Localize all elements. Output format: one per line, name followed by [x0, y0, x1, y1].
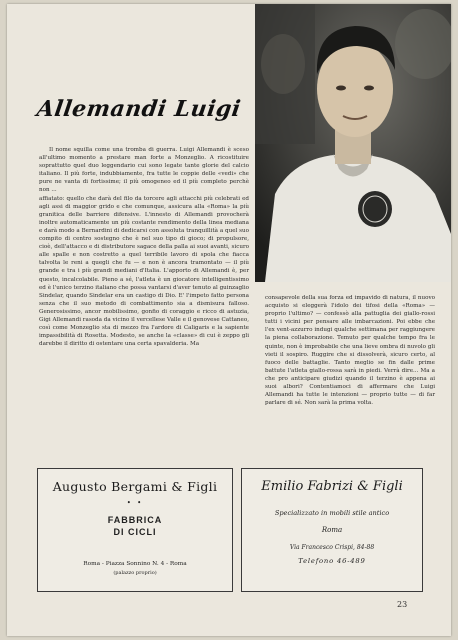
ad-fabrizi-line4: Telefono 46-489: [298, 557, 366, 565]
player-portrait-image: [255, 4, 451, 282]
page-number: 23: [397, 600, 408, 609]
magazine-page: [7, 4, 451, 636]
ad-fabrizi-line2: Roma: [321, 526, 343, 534]
article-headline: Allemandi Luigi: [35, 96, 243, 122]
ad-bergami-address: Roma - Piazza Sonnino N. 4 - Roma: [83, 561, 187, 567]
article-paragraph: consapevole della sua forza ed impavido di natura, il nuovo acquisto si eleggerà l'idolo dei tifosi della «Roma» — proprio l'ultimo? — confessò alla pattuglia dei giallo-rossi tutti i vicini per pensare alle imbarcazioni. Poi ebbe che l'ex vent-azzurro indugi qualche settimana per raggiungere la piena collaborazione. Temuto per qualche tempo fra le quinte, non è improbabile che una lieve ombra di nuvolo gli vieti il sospiro. Ruggire che si dissolverà, sicuro certo, al fuoco delle battaglie. Tanto meglio se fin dalle prime battute l'atleta giallo-rossa sarà in piedi. Verrà dire... Ma a che pro anticipare giudizi quando il terzino è appena ai suoi albori? Contentiamoci di affermare che Luigi Allemandi ha tutte le intenzioni — proprio tutte — di far parlare di sé. Non sarà la prima volta.: [265, 295, 435, 407]
ad-bergami-line2: DI CICLI: [113, 527, 157, 537]
ad-bergami-note: (palazzo proprio): [113, 570, 157, 576]
article-column-right: [265, 294, 435, 407]
player-photo: [255, 4, 451, 282]
ad-bergami: [37, 468, 233, 592]
ad-bergami-dots: • •: [126, 499, 144, 507]
ad-fabrizi-line3: Via Francesco Crispi, 84-88: [289, 544, 375, 551]
ad-bergami-line1: FABBRICA: [107, 515, 163, 525]
ad-bergami-name: Augusto Bergami & Figli: [52, 479, 218, 494]
article-paragraph: affiatato: quello che darà del filo da torcere agli attacchi più celebrati ed agli assi di maggior grido e che comunque, assicura alla «Roma» la più granitica delle barriere difensive. L'innesto di Allemandi provocherà inoltre automaticamente un più costante rendimento della linea mediana e darà modo a Bernardini di dedicarsi con assoluta tranquillità a quel suo compito di centro sostegno che è nel suo tipo di gioco; di propulsore, cioè, dell'attacco e di distributore sagace della palla ai suoi avanti, sicuro alle spalle e non costretto a quel terribile lavoro di spola che fiacca talvolta le reni a quegli che fu — e non è ancora tramontato — il più grande e tra i più grandi mediani d'Italia. L'apporto di Allemandi è, per questo, incalcolabile. Pieno a sé, l'atleta è un giocatore intelligentissimo ed è l'unico terzino italiano che possa vantarsi d'aver tenuto al guinzaglio Sindelar, quando Sindelar era un castigo di Dio. E' l'impeto fatto persona senza che il suo metodo di combattimento sia a dismisura falloso. Generosissimo, ancor mobilissimo, gonfio di coraggio e ricco di astuzia, Gigi Allemandi rasoda da vicino il vercellese Valle e il genovese Cattaneo, così come Monzeglio sta di mezzo fra l'ardore di Caligaris e la sapiente impassibilità di Rosetta. Modesto, se anche la «classe» di cui è zeppo gli darebbe il diritto di ostentare una certa spavalderia. Ma: [39, 195, 249, 348]
article-column-left: [39, 146, 249, 348]
article-paragraph: Il nome squilla come una tromba di guerra. Luigi Allemandi è sceso all'ultimo momento a prestare man forte a Monzeglio. A ricostituire soprattutto quel duo leggendario cui sono legate tante glorie del calcio italiano. Il più forte, indubbiamente, fra tutte le coppie delle «vedi» che pure ne vanta di fortissime; il più omogeneo ed il più completo perchè non ...: [39, 147, 249, 194]
ad-fabrizi: [241, 468, 423, 592]
ad-fabrizi-line1: Specializzato in mobili stile antico: [274, 509, 390, 517]
ad-fabrizi-name: Emilio Fabrizi & Figli: [261, 479, 403, 494]
